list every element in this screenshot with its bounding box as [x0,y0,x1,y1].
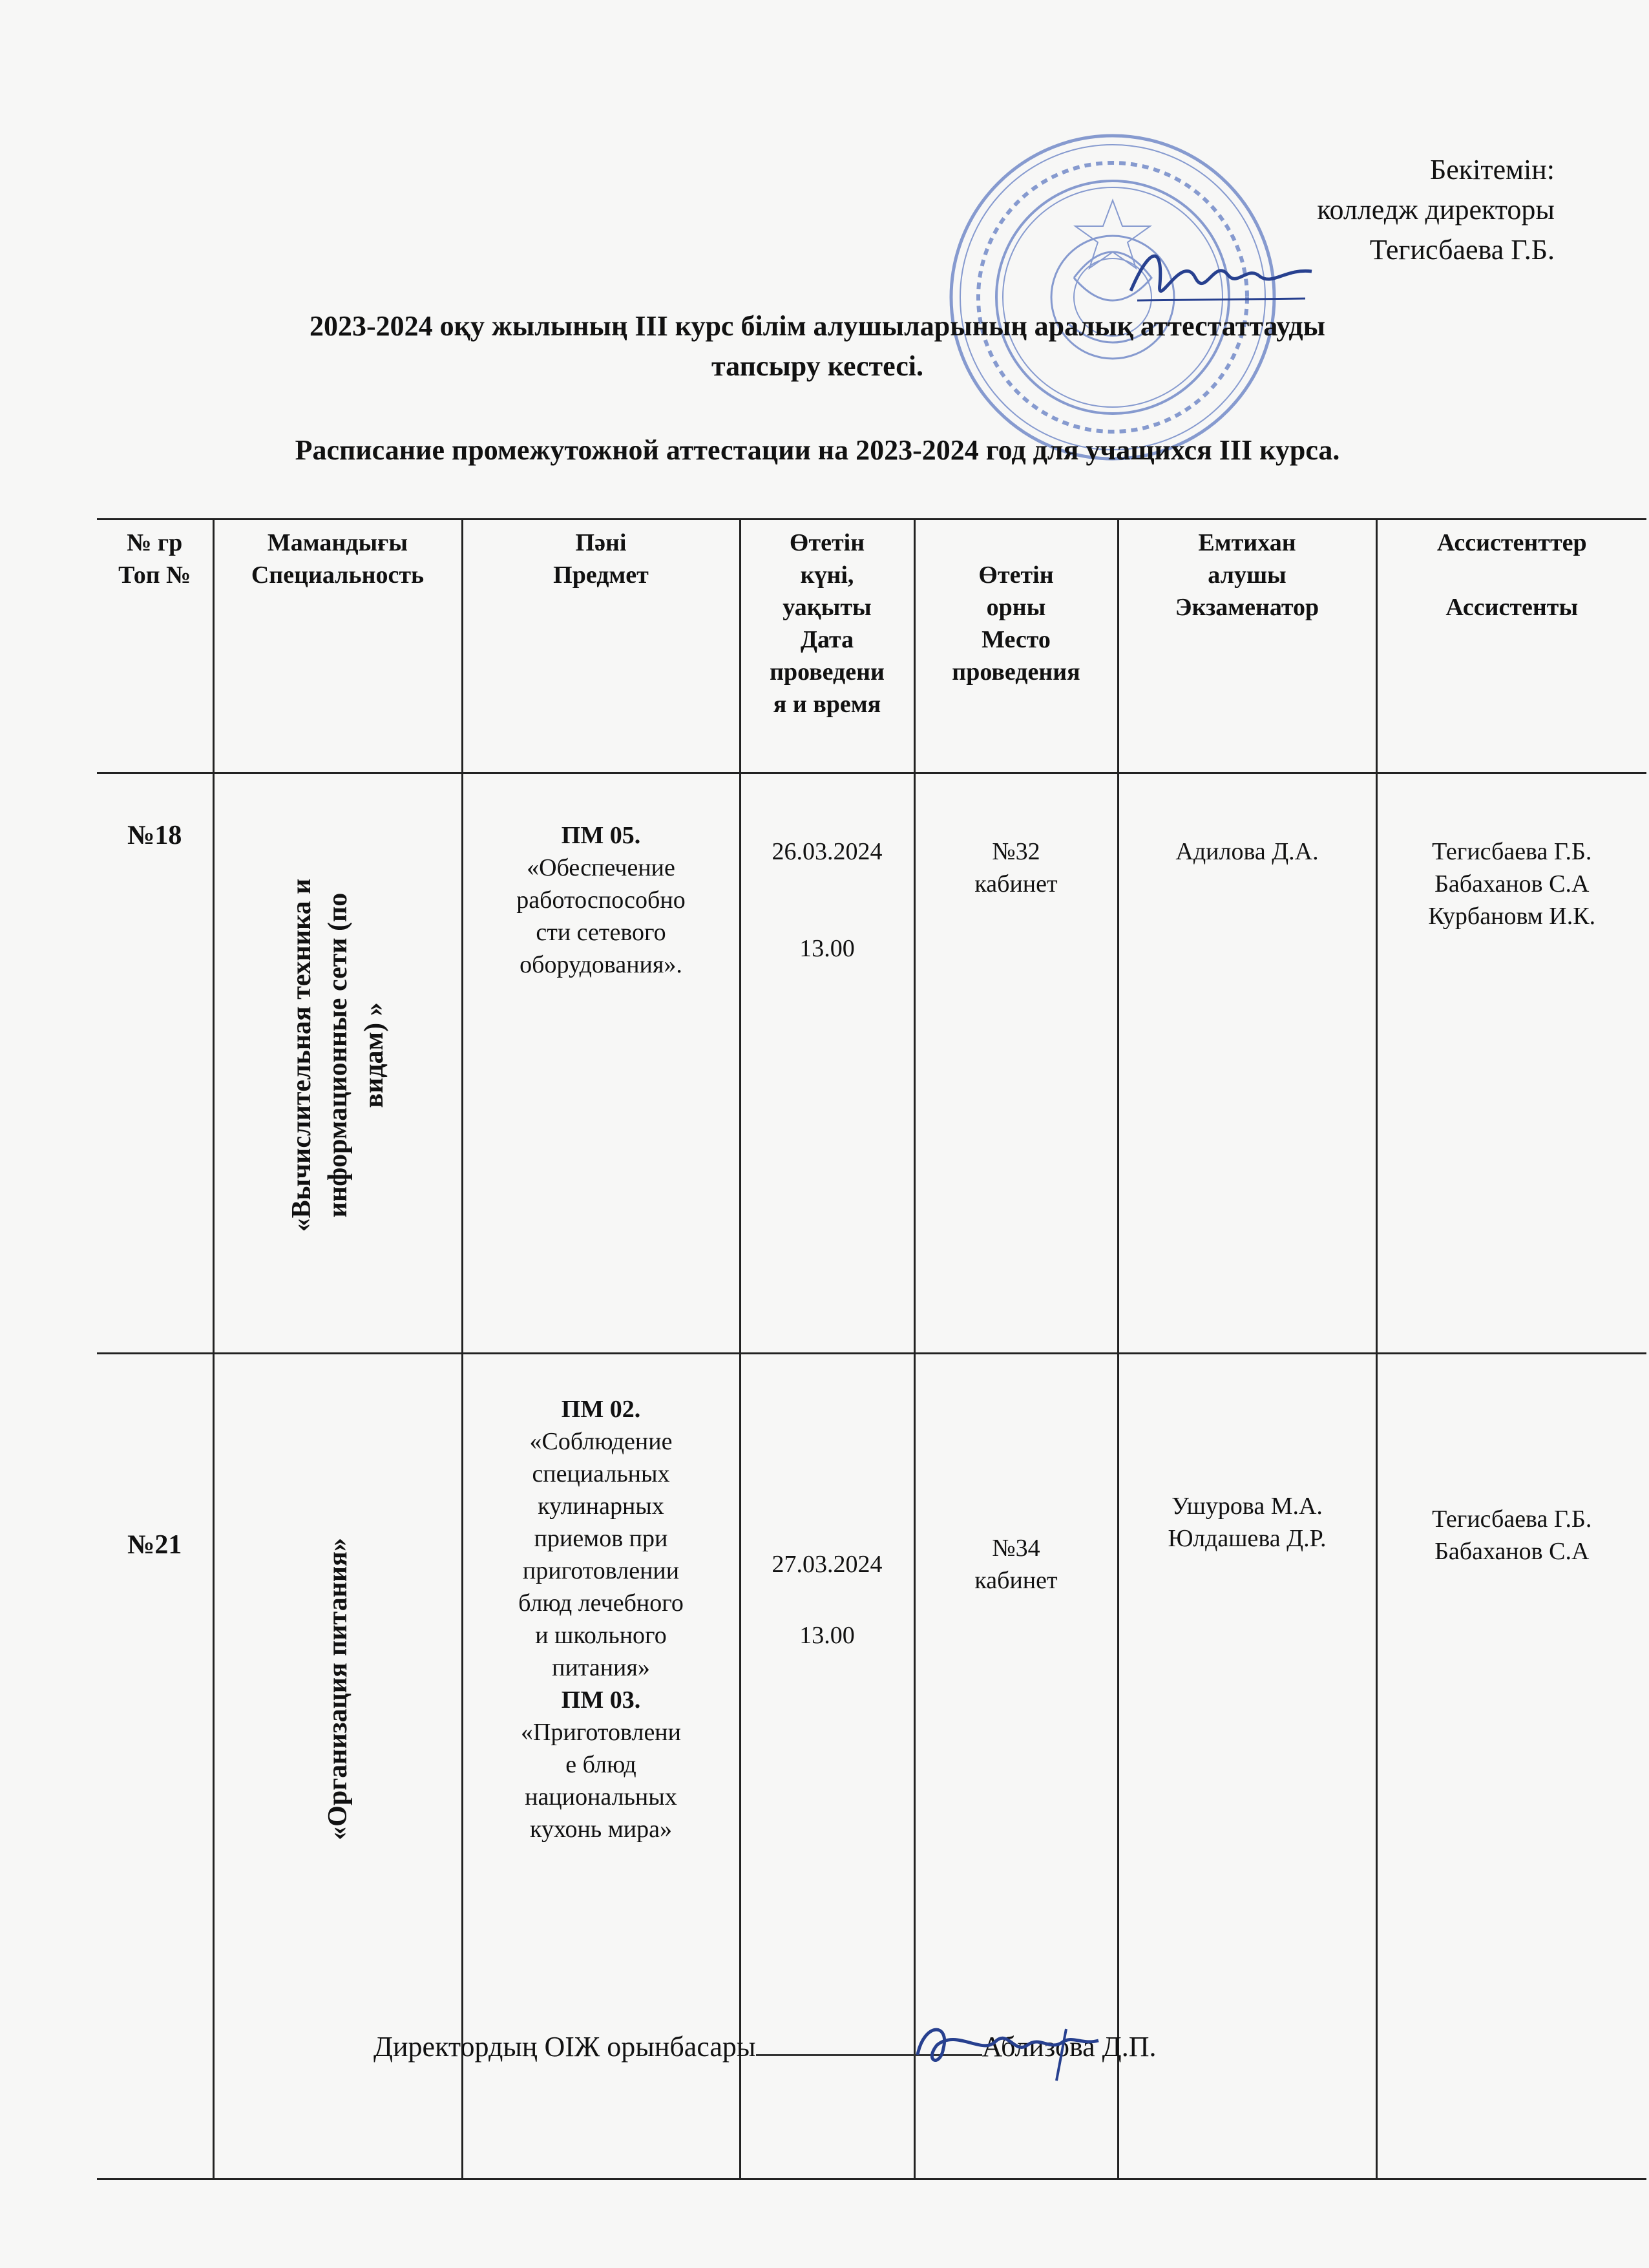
examiner-cell: Адилова Д.А. [1118,773,1376,1354]
header-group: № гр Топ № [97,520,213,773]
assistants-cell: Тегисбаева Г.Б. Бабаханов С.А [1376,1354,1646,2179]
header-subject: Пәні Предмет [462,520,740,773]
table-header-row [97,520,1646,773]
exam-time: 13.00 [799,935,855,962]
header-examiner: Емтихан алушы Экзаменатор [1118,520,1376,773]
deputy-signature-line [373,2028,1156,2066]
group-number: №21 [97,1354,213,2179]
specialty-cell [213,773,462,1354]
subject-code: ПМ 03. [561,1686,641,1714]
exam-date: 26.03.2024 [772,838,883,865]
assistants-cell: Тегисбаева Г.Б. Бабаханов С.А Курбановм И.К. [1376,773,1646,1354]
date-time-cell [740,773,914,1354]
exam-date: 27.03.2024 [772,1551,883,1578]
specialty-vertical-text: «Организация питания» [322,1537,353,1840]
approval-block [1317,150,1555,270]
college-seal-stamp [945,129,1281,465]
group-number: №18 [97,773,213,1354]
header-date-time: Өтетін күні, уақыты Дата проведени я и время [740,520,914,773]
header-assistants: Ассистенттер Ассистенты [1376,520,1646,773]
subject-cell: ПМ 02. «Соблюдение специальных кулинарных приемов при приготовлении блюд лечебного и школьного питания» ПМ 03. «Приготовлени е блюд национальных кухонь мира» [462,1354,740,2179]
examiner-cell: Ушурова М.А. Юлдашева Д.Р. [1118,1354,1376,2179]
table-row [97,773,1646,1354]
subject-code: ПМ 05. [561,822,641,849]
exam-time: 13.00 [799,1622,855,1649]
approval-heading: Бекітемін: [1430,154,1555,185]
place-cell: №32 кабинет [914,773,1118,1354]
subject-code: ПМ 02. [561,1396,641,1423]
schedule-table [97,518,1646,2180]
director-signature [1124,239,1318,317]
deputy-name: Аблизова Д.П. [982,2031,1157,2063]
specialty-vertical-text: «Вычислительная техника и информационные сети (по видам) » [286,878,389,1232]
header-place: Өтетін орны Место проведения [914,520,1118,773]
subject-cell: ПМ 05. «Обеспечение работоспособно сти сетевого оборудования». [462,773,740,1354]
title-kazakh [97,306,1538,386]
title-russian: Расписание промежутожной аттестации на 2023-2024 год для учащихся III курса. [295,434,1340,466]
approval-name: Тегисбаева Г.Б. [1369,234,1555,266]
signature-line [756,2028,982,2056]
header-specialty: Мамандығы Специальность [213,520,462,773]
title-kazakh-line2: тапсыру кестесі. [711,350,923,382]
title-kazakh-line1: 2023-2024 оқу жылының III курс білім алушыларының аралық аттестаттауды [309,310,1325,342]
place-cell: №34 кабинет [914,1354,1118,2179]
deputy-position: Директордың ОІЖ орынбасары [373,2031,756,2063]
approval-position: колледж директоры [1317,194,1555,226]
